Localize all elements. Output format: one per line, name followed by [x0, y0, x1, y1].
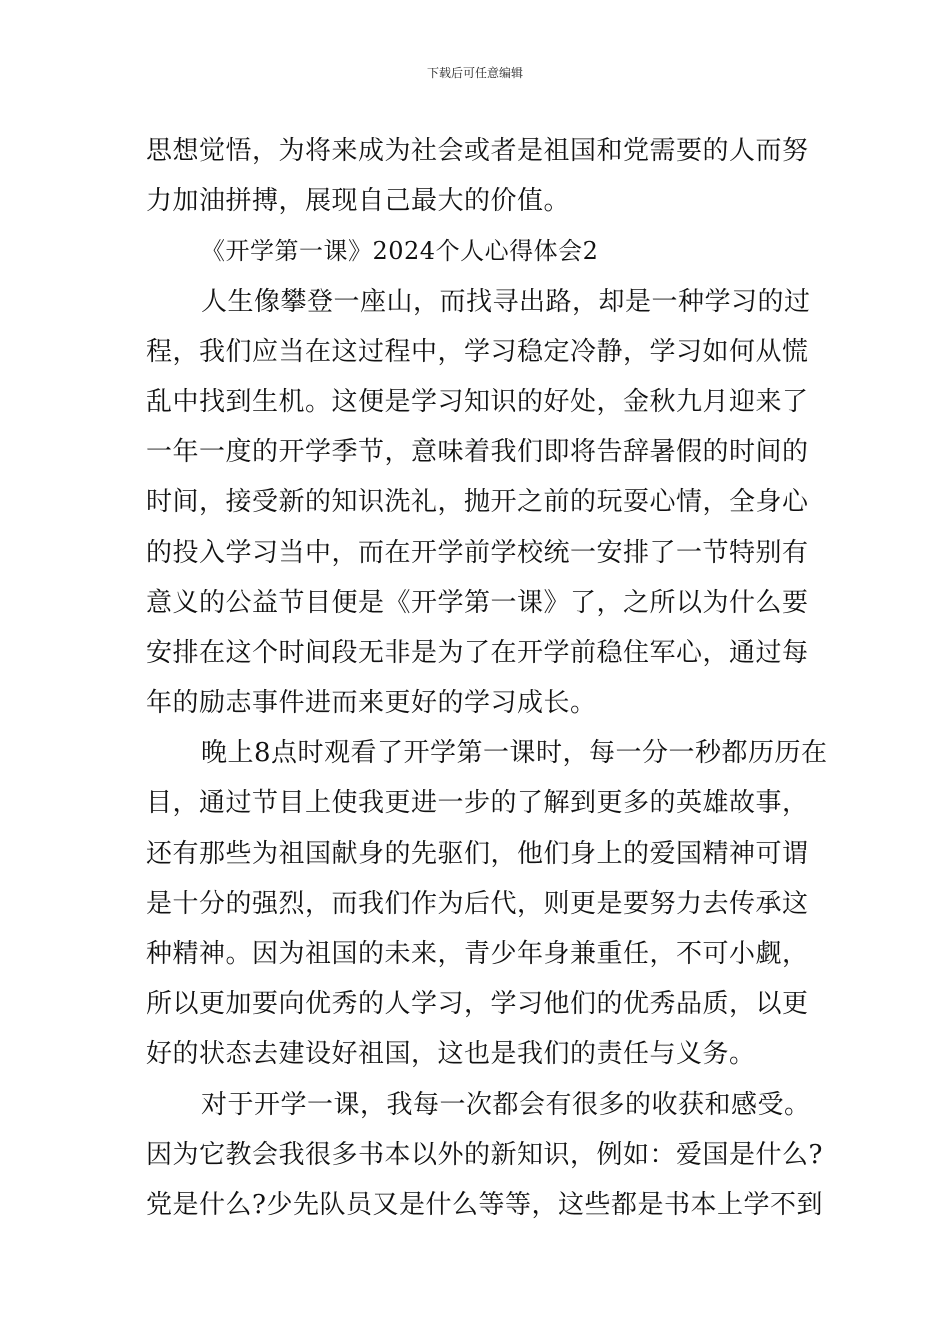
text-line: 目，通过节目上使我更进一步的了解到更多的英雄故事，: [146, 788, 809, 819]
text-line: 的投入学习当中，而在开学前学校统一安排了一节特别有: [146, 537, 809, 568]
text-line: 一年一度的开学季节，意味着我们即将告辞暑假的时间的: [146, 437, 809, 468]
text-line: 因为它教会我很多书本以外的新知识，例如：爱国是什么?: [146, 1139, 823, 1170]
section-title: 《开学第一课》2024个人心得体会2: [201, 237, 599, 266]
paragraph-first-line: 晚上8点时观看了开学第一课时，每一分一秒都历历在: [201, 738, 828, 769]
text-line: 种精神。因为祖国的未来，青少年身兼重任，不可小觑，: [146, 939, 809, 969]
text-line: 党是什么?少先队员又是什么等等，这些都是书本上学不到: [146, 1189, 823, 1220]
document-body: [146, 126, 828, 1230]
paragraph-first-line: 人生像攀登一座山，而找寻出路，却是一种学习的过: [201, 286, 811, 317]
text-line: 意义的公益节目便是《开学第一课》了，之所以为什么要: [146, 587, 809, 618]
text-line: 程，我们应当在这过程中，学习稳定冷静，学习如何从慌: [146, 336, 809, 367]
paragraph-first-line: 对于开学一课，我每一次都会有很多的收获和感受。: [201, 1089, 811, 1120]
text-line: 是十分的强烈，而我们作为后代，则更是要努力去传承这: [146, 888, 809, 919]
text-line: 乱中找到生机。这便是学习知识的好处，金秋九月迎来了: [146, 386, 809, 417]
page-header: 下载后可任意编辑: [426, 66, 523, 80]
text-line: 所以更加要向优秀的人学习，学习他们的优秀品质，以更: [146, 989, 809, 1020]
text-line: 力加油拼搏，展现自己最大的价值。: [146, 186, 571, 217]
text-line: 思想觉悟，为将来成为社会或者是祖国和党需要的人而努: [146, 136, 809, 166]
text-line: 好的状态去建设好祖国，这也是我们的责任与义务。: [146, 1039, 756, 1070]
text-line: 年的励志事件进而来更好的学习成长。: [146, 688, 597, 719]
text-line: 时间，接受新的知识洗礼，抛开之前的玩耍心情，全身心: [146, 487, 809, 518]
text-line: 安排在这个时间段无非是为了在开学前稳住军心，通过每: [146, 637, 809, 668]
text-line: 还有那些为祖国献身的先驱们，他们身上的爱国精神可谓: [146, 838, 809, 869]
